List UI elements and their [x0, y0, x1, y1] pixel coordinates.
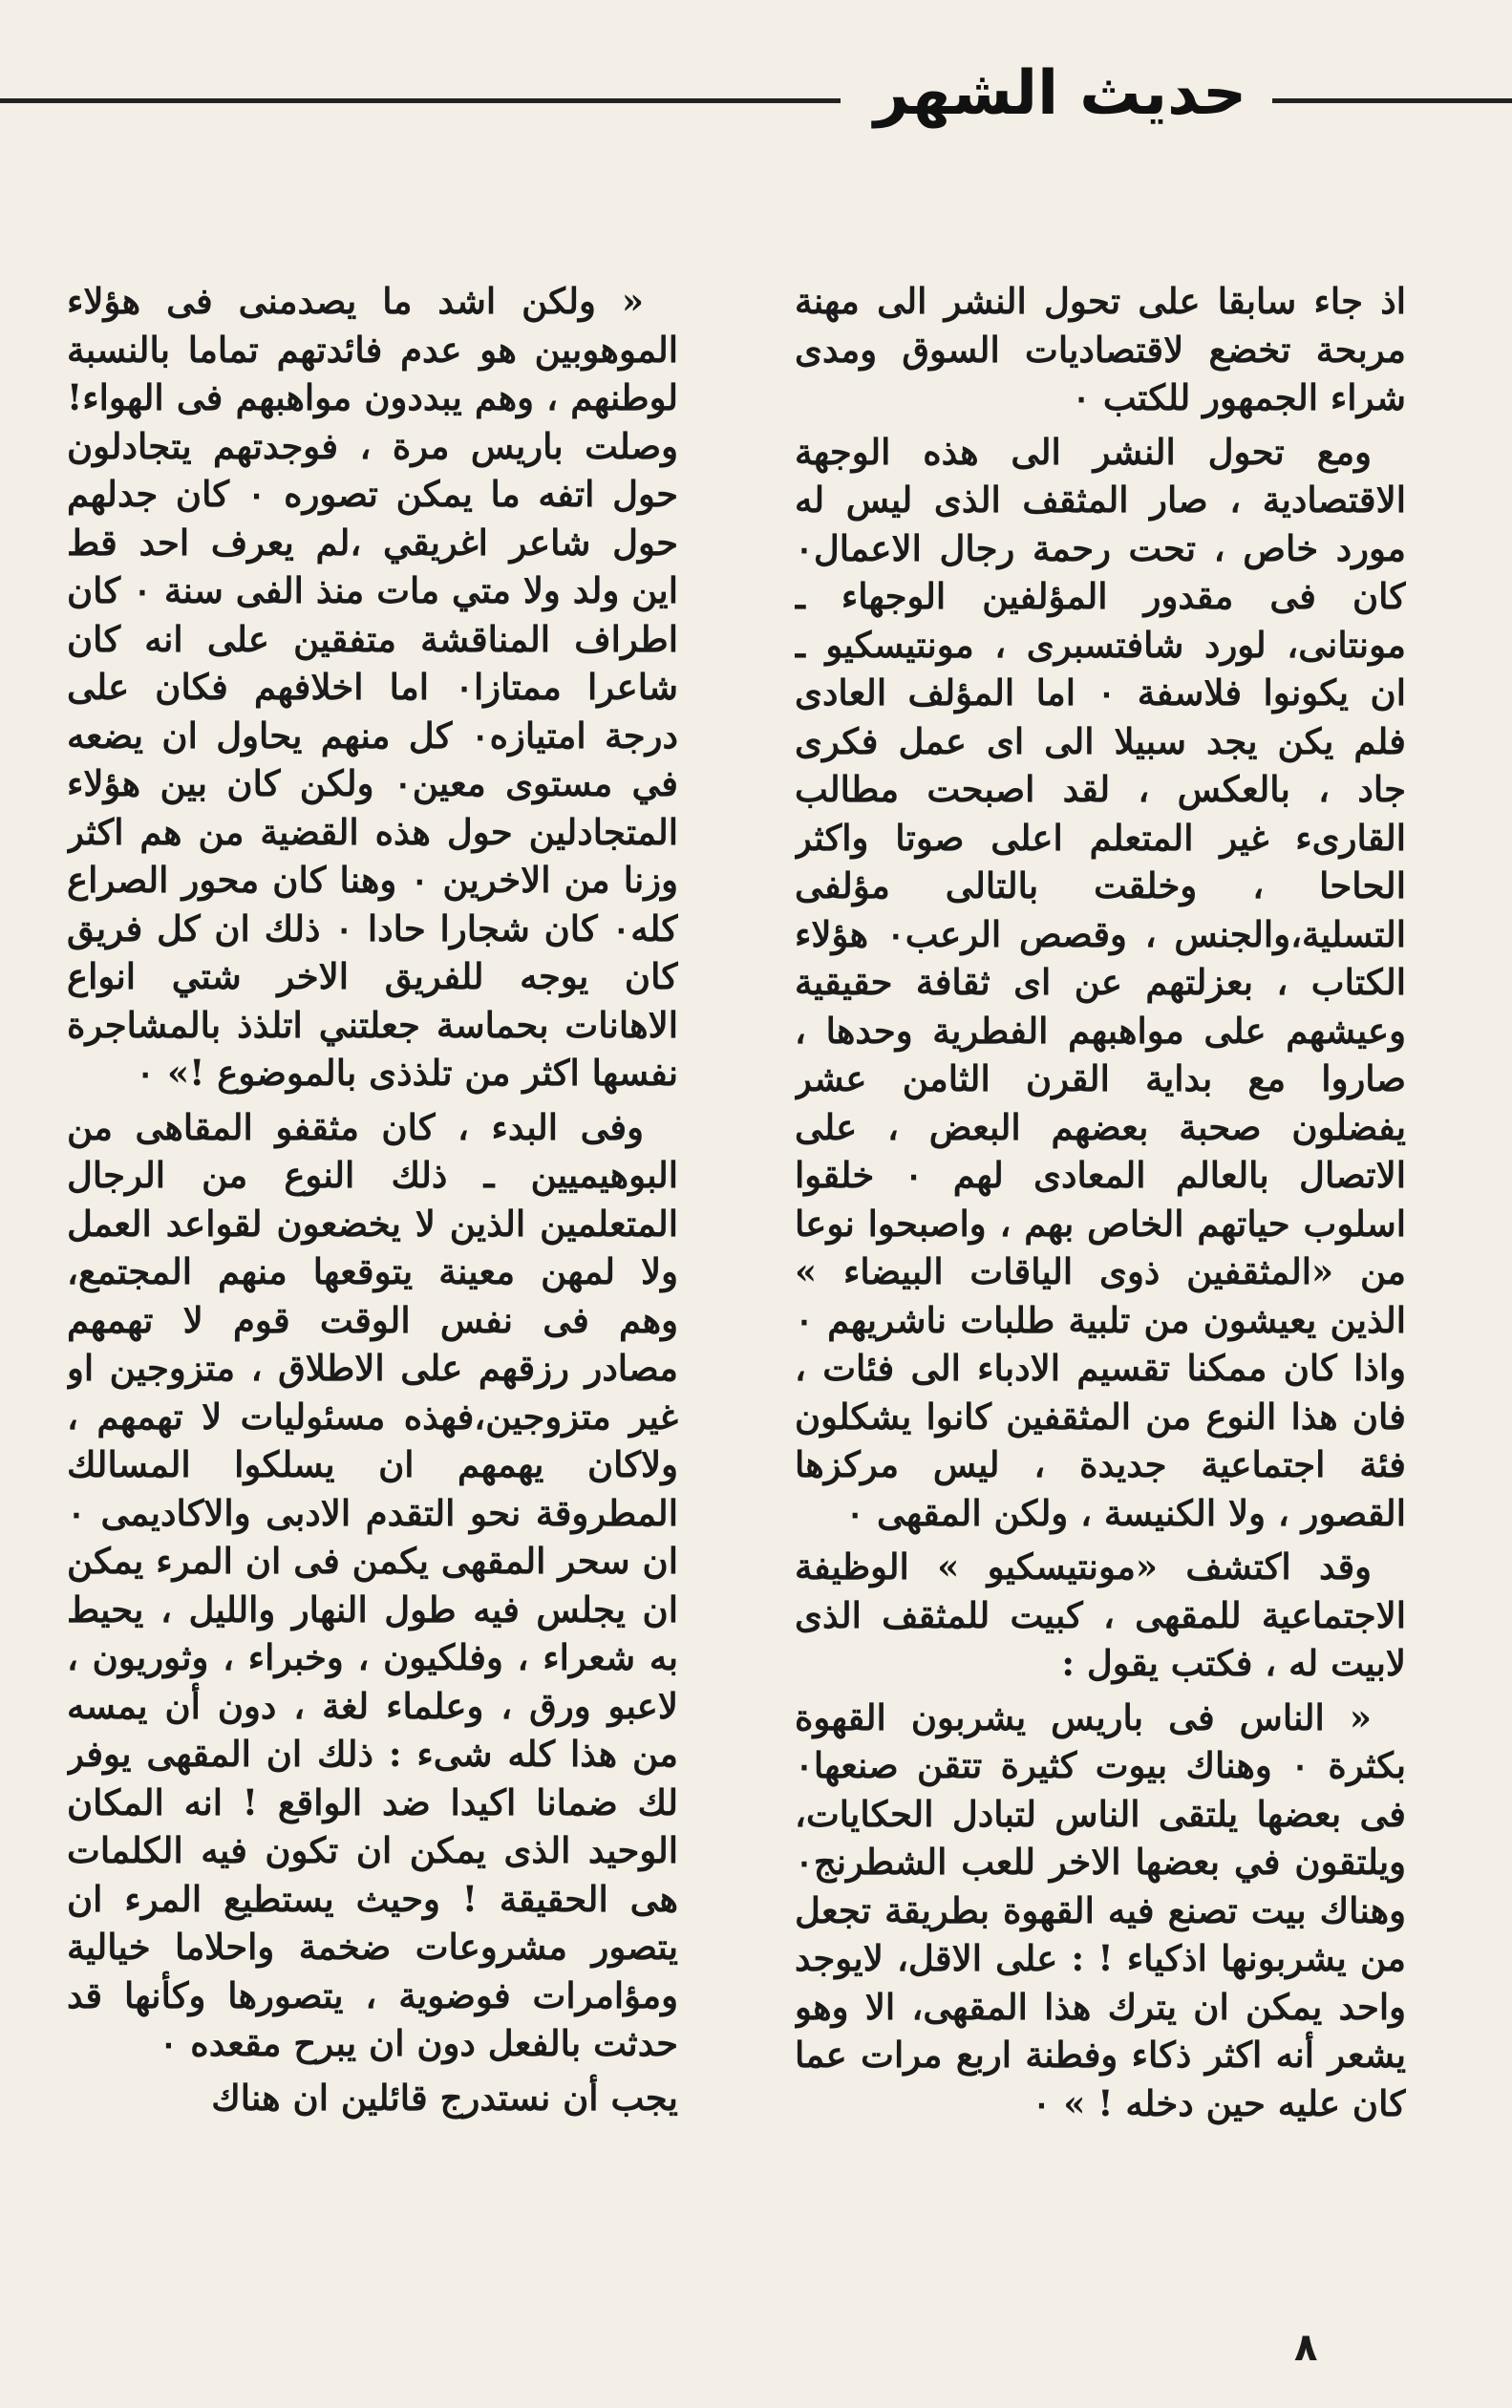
paragraph: ومع تحول النشر الى هذه الوجهة الاقتصادية ، صار المثقف الذى ليس له مورد خاص ، تحت رحمة رجال الاعمال٠ كان فى مقدور المؤلفين الوجهاء ـ مونتانى، لورد شافتسبرى ، مونتيسكيو ـ ان يكونوا فلاسفة ٠ اما المؤلف العادى فلم يكن يجد سبيلا الى اى عمل فكرى جاد ، بالعكس ، لقد اصبحت مطالب القارىء غير المتعلم اعلى صوتا واكثر الحاحا ، وخلقت بالتالى مؤلفى التسلية،والجنس ، وقصص الرعب٠ هؤلاء الكتاب ، بعزلتهم عن اى ثقافة حقيقية وعيشهم على مواهبهم الفطرية وحدها ، صاروا مع بداية القرن الثامن عشر يفضلون صحبة بعضهم البعض ، على الاتصال بالعالم المعادى لهم ٠ خلقوا اسلوب حياتهم الخاص بهم ، واصبحوا نوعا من «المثقفين ذوى الياقات البيضاء » الذين يعيشون من تلبية طلبات ناشريهم ٠ واذا كان ممكنا تقسيم الادباء الى فئات ، فان هذا النوع من المثقفين كانوا يشكلون فئة اجتماعية جديدة ، ليس مركزها القصور ، ولا الكنيسة ، ولكن المقهى ٠ — [795, 430, 1406, 1534]
paragraph: وقد اكتشف «مونتيسكيو » الوظيفة الاجتماعية للمقهى ، كبيت للمثقف الذى لابيت له ، فكتب يقول : — [795, 1545, 1406, 1684]
header-rule-right — [1272, 98, 1512, 103]
quote-paragraph: « الناس فى باريس يشربون القهوة بكثرة ٠ وهناك بيوت كثيرة تتقن صنعها٠ فى بعضها يلتقى الناس لتبادل الحكايات، ويلتقون في بعضها الاخر للعب الشطرنج٠ وهناك بيت تصنع فيه القهوة بطريقة تجعل من يشربونها اذكياء ! : على الاقل، لايوجد واحد يمكن ان يترك هذا المقهى، الا وهو يشعر أنه اكثر ذكاء وفطنة اربع مرات عما كان عليه حين دخله ! » ٠ — [795, 1695, 1406, 2124]
header-rule-left — [0, 98, 841, 103]
paragraph: يجب أن نستدرج قائلين ان هناك — [211, 2076, 678, 2119]
paragraph: اذ جاء سابقا على تحول النشر الى مهنة مربحة تخضع لاقتصاديات السوق ومدى شراء الجمهور للكتب ٠ — [795, 280, 1406, 418]
article-column-right — [795, 277, 1406, 2302]
paragraph: وفى البدء ، كان مثقفو المقاهى من البوهيميين ـ ذلك النوع من الرجال المتعلمين الذين لا يخضعون لقواعد العمل ولا لمهن معينة يتوقعها منهم المجتمع، وهم فى نفس الوقت قوم لا تهمهم مصادر رزقهم على الاطلاق ، متزوجين او غير متزوجين،فهذه مسئوليات لا تهمهم ، ولاكان يهمهم ان يسلكوا المسالك المطروقة نحو التقدم الادبى والاكاديمى ٠ ان سحر المقهى يكمن فى ان المرء يمكن ان يجلس فيه طول النهار والليل ، يحيط به شعراء ، وفلكيون ، وخبراء ، وثوريون ، لاعبو ورق ، وعلماء لغة ، دون أن يمسه من هذا كله شىء : ذلك ان المقهى يوفر لك ضمانا اكيدا ضد الواقع ! انه المكان الوحيد الذى يمكن ان تكون فيه الكلمات هى الحقيقة ! وحيث يستطيع المرء ان يتصور مشروعات ضخمة واحلاما خيالية ومؤامرات فوضوية ، يتصورها وكأنها قد حدثت بالفعل دون ان يبرح مقعده ٠ — [67, 1105, 678, 2064]
section-masthead: حديث الشهر — [873, 58, 1247, 129]
page-number: ٨ — [1294, 2326, 1318, 2370]
article-column-left — [67, 277, 678, 2302]
page-header — [0, 55, 1512, 132]
quote-paragraph: « ولكن اشد ما يصدمنى فى هؤلاء الموهوبين هو عدم فائدتهم تماما بالنسبة لوطنهم ، وهم يبددون مواهبهم فى الهواء! وصلت باريس مرة ، فوجدتهم يتجادلون حول اتفه ما يمكن تصوره ٠ كان جدلهم حول شاعر اغريقي ،لم يعرف احد قط اين ولد ولا متي مات منذ الفى سنة ٠ كان اطراف المناقشة متفقين على انه كان شاعرا ممتازا٠ اما اخلافهم فكان على درجة امتيازه٠ كل منهم يحاول ان يضعه في مستوى معين٠ ولكن كان بين هؤلاء المتجادلين حول هذه القضية من هم اكثر وزنا من الاخرين ٠ وهنا كان محور الصراع كله٠ كان شجارا حادا ٠ ذلك ان كل فريق كان يوجه للفريق الاخر شتي انواع الاهانات بحماسة جعلتني اتلذذ بالمشاجرة نفسها اكثر من تلذذى بالموضوع !» ٠ — [67, 280, 678, 1094]
